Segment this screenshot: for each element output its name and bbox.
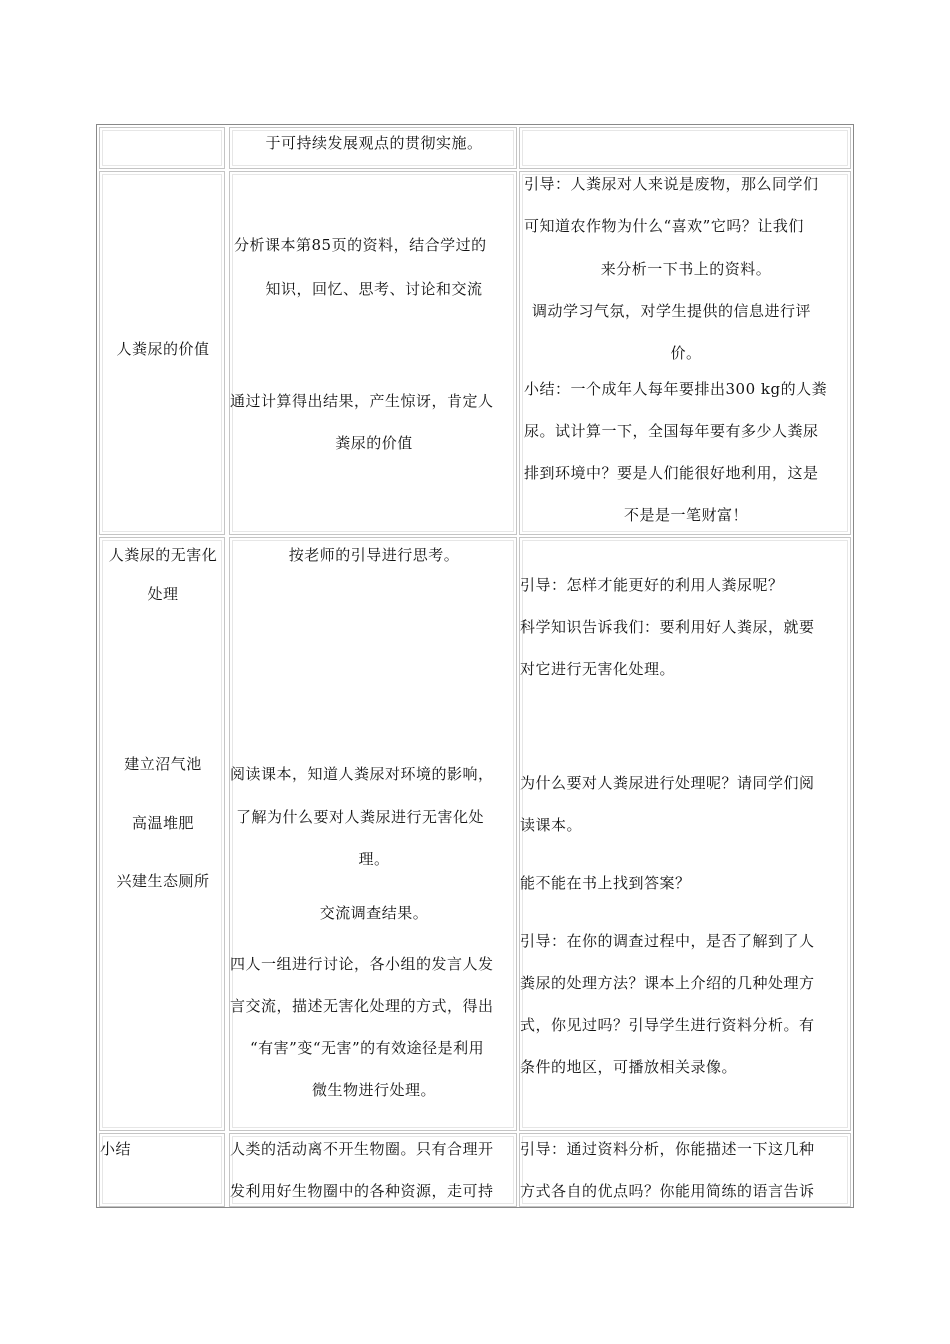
- lesson-plan-table: [96, 124, 854, 1208]
- text-line: 人粪尿的价值: [116, 340, 210, 358]
- text-line: 小结：一个成年人每年要排出300 kg的人粪: [524, 380, 828, 398]
- text-line: 为什么要对人粪尿进行处理呢？请同学们阅: [520, 774, 815, 792]
- text-line: 方式各自的优点吗？你能用简练的语言告诉: [520, 1182, 815, 1200]
- text-line: 人类的活动离不开生物圈。只有合理开: [230, 1140, 494, 1158]
- student-activity-cell: [229, 127, 517, 169]
- text-line: 不是是一笔财富！: [623, 506, 748, 524]
- text-line: 能不能在书上找到答案？: [520, 874, 691, 892]
- text-line: 可知道农作物为什么“喜欢”它吗？让我们: [524, 217, 804, 235]
- text-line: 于可持续发展观点的贯彻实施。: [265, 134, 483, 152]
- table-row: [97, 171, 853, 535]
- text-line: 价。: [670, 344, 702, 362]
- text-line: 小结: [100, 1140, 132, 1158]
- text-line: 来分析一下书上的资料。: [600, 260, 772, 278]
- text-line: 调动学习气氛，对学生提供的信息进行评: [532, 302, 812, 320]
- text-line: 了解为什么要对人粪尿进行无害化处: [236, 808, 485, 826]
- text-line: 读课本。: [520, 816, 583, 834]
- table-row: [97, 537, 853, 1131]
- text-line: 尿。试计算一下，全国每年要有多少人粪尿: [524, 422, 819, 440]
- text-line: 知识，回忆、思考、讨论和交流: [265, 280, 483, 298]
- text-line: 理。: [358, 850, 390, 868]
- teacher-activity-cell: [519, 171, 851, 535]
- text-line: 通过计算得出结果，产生惊讶，肯定人: [230, 392, 494, 410]
- text-line: 兴建生态厕所: [116, 872, 210, 890]
- text-line: 分析课本第85页的资料，结合学过的: [234, 236, 487, 254]
- topic-cell: [99, 127, 225, 169]
- student-activity-cell: [229, 537, 517, 1131]
- text-line: 引导：人粪尿对人来说是废物，那么同学们: [524, 175, 819, 193]
- topic-cell: [99, 537, 225, 1131]
- text-line: 人粪尿的无害化: [108, 546, 218, 564]
- text-line: 引导：怎样才能更好的利用人粪尿呢？: [520, 576, 784, 594]
- text-line: 交流调查结果。: [319, 904, 429, 922]
- text-line: 对它进行无害化处理。: [520, 660, 676, 678]
- student-activity-cell: [229, 1133, 517, 1207]
- text-line: “有害”变“无害”的有效途径是利用: [250, 1039, 485, 1057]
- text-line: 言交流，描述无害化处理的方式，得出: [230, 997, 494, 1015]
- text-line: 阅读课本，知道人粪尿对环境的影响，: [230, 765, 494, 783]
- text-line: 高温堆肥: [131, 814, 194, 832]
- text-line: 粪尿的处理方法？课本上介绍的几种处理方: [520, 974, 815, 992]
- text-line: 四人一组进行讨论，各小组的发言人发: [230, 955, 494, 973]
- text-line: 式，你见过吗？引导学生进行资料分析。有: [520, 1016, 815, 1034]
- text-line: 科学知识告诉我们：要利用好人粪尿，就要: [520, 618, 815, 636]
- text-line: 建立沼气池: [124, 755, 202, 773]
- text-line: 发利用好生物圈中的各种资源，走可持: [230, 1182, 494, 1200]
- text-line: 处理: [147, 585, 179, 603]
- teacher-activity-cell: [519, 537, 851, 1131]
- text-line: 按老师的引导进行思考。: [288, 546, 460, 564]
- text-line: 引导：在你的调查过程中，是否了解到了人: [520, 932, 815, 950]
- text-line: 排到环境中？要是人们能很好地利用，这是: [524, 464, 819, 482]
- text-line: 条件的地区，可播放相关录像。: [520, 1058, 738, 1076]
- text-line: 引导：通过资料分析，你能描述一下这几种: [520, 1140, 815, 1158]
- text-line: 微生物进行处理。: [311, 1081, 436, 1099]
- text-line: 粪尿的价值: [335, 434, 413, 452]
- topic-cell: [99, 171, 225, 535]
- topic-cell: [99, 1133, 225, 1207]
- student-activity-cell: [229, 171, 517, 535]
- teacher-activity-cell: [519, 1133, 851, 1207]
- table-row: [97, 1133, 853, 1207]
